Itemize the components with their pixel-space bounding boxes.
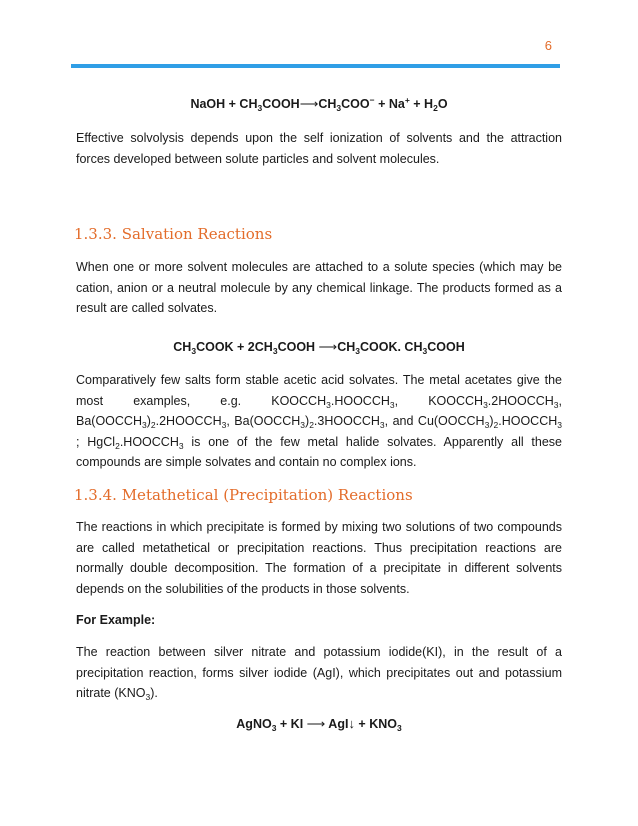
paragraph-acetic-acid-solvates: Comparatively few salts form stable acetic acid solvates. The metal acetates give the most examples, e.g. $KOOCCH_3.HOOCCH_3$, $KOOCCH_3.2HOOCCH_3$, $Ba(OOCCH_3)_2.2HOOCCH_3$, $Ba(OOCCH_3)_2.3HOOCCH_3$, and $Cu(OOCCH_3)_2.HOOCCH_3$ ; $HgCl_2.HOOCCH_3$ is one of the few metal halide solvates. Apparently all these compounds are simple solvates and contain no complex ions.	[76, 373, 563, 469]
header-rule	[71, 64, 560, 68]
paragraph-precipitation: The reactions in which precipitate is formed by mixing two solutions of two compounds are called metathetical or precipitation reactions. Thus precipitation reactions are normally double decomposition. The formation of a precipitate in different solvents depends on the solubilities of the products in those solvents.	[76, 520, 562, 596]
paragraph-solvolysis: Effective solvolysis depends upon the self ionization of solvents and the attraction forces developed between solute particles and solvent molecules.	[76, 131, 562, 166]
precipitate-down-arrow: ↓	[348, 716, 355, 731]
paragraph-salvation: When one or more solvent molecules are attached to a solute species (which may be cation, anion or a neutral molecule by any chemical linkage. The products formed as a result are called solvates.	[76, 260, 562, 315]
example-label: For Example:	[76, 613, 156, 627]
section-heading-salvation: 1.3.3. Salvation Reactions	[74, 225, 273, 243]
equation-naoh-acetic-acid: NaOH + $CH_3COOH⟶CH_3COO^- + Na^+ + H_2O$	[190, 95, 448, 113]
reaction-arrow: ⟶	[299, 96, 319, 111]
page-number: 6	[544, 38, 552, 53]
equation-silver-iodide-precipitation: AgNO$_3$ + KI ⟶ AgI↓ + $KNO_3$	[236, 716, 402, 733]
reaction-arrow: ⟶	[306, 716, 326, 731]
equation-potassium-acetate-solvate: $CH_3COOK$ + $2CH_3COOH$ $⟶CH_3COOK$. $CH_3COOH$	[173, 339, 465, 356]
section-heading-metathetical: 1.3.4. Metathetical (Precipitation) Reactions	[74, 486, 413, 504]
reaction-arrow: ⟶	[318, 339, 338, 354]
paragraph-silver-nitrate-example: The reaction between silver nitrate and potassium iodide(KI), in the result of a precipitation reaction, forms silver iodide (AgI), which precipitates out and potassium nitrate $(KNO_3)$.	[76, 645, 562, 702]
